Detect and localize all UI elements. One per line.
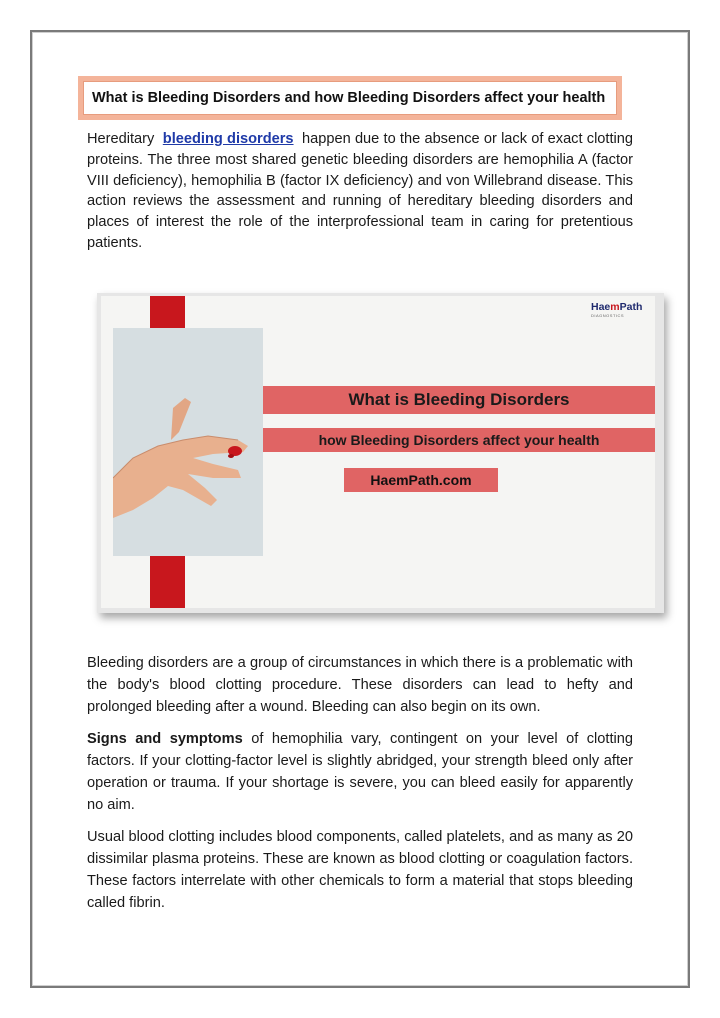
red-bar-top bbox=[150, 296, 185, 328]
symptoms-paragraph bbox=[87, 728, 633, 816]
page-title: What is Bleeding Disorders and how Bleeding Disorders affect your health bbox=[92, 90, 606, 106]
logo-part2: m bbox=[610, 301, 620, 313]
title-inner bbox=[83, 81, 617, 115]
haempath-logo bbox=[591, 301, 651, 321]
intro-rest: happen due to the absence or lack of exact clotting proteins. The three most shared genetic bleeding disorders are hemophilia A (factor VIII deficiency), hemophilia B (factor IX deficiency) and von Willebrand disease. This action reviews the assessment and running of hereditary bleeding disorders and places of interest the role of the interprofessional team in caring for pretentious patients. bbox=[87, 131, 634, 251]
clotting-paragraph: Usual blood clotting includes blood components, called platelets, and as many as 20 dissimilar plasma proteins. These are known as blood clotting or coagulation factors. These factors interrelate with other chemicals to form a material that stops bleeding called fibrin. bbox=[87, 829, 633, 911]
hand-photo bbox=[113, 328, 263, 556]
symptoms-text: of hemophilia vary, contingent on your level of clotting factors. If your clotting-factor level is slightly abridged, your strength bleed only after operation or trauma. If your shortage is severe, you can bleed easily for apparently no aim. bbox=[87, 731, 634, 813]
intro-prefix: Hereditary bbox=[87, 131, 155, 147]
red-bar-bottom bbox=[150, 556, 185, 608]
symptoms-heading: Signs and symptoms bbox=[87, 731, 243, 747]
bleeding-hand-icon bbox=[113, 328, 263, 556]
banner-heading: What is Bleeding Disorders bbox=[348, 390, 570, 409]
banner-subheading: how Bleeding Disorders affect your health bbox=[318, 432, 600, 448]
definition-paragraph: Bleeding disorders are a group of circumstances in which there is a problematic with the body's blood clotting procedure. These disorders can lead to hefty and prolonged bleeding after a wound. Bleeding can also begin on its own. bbox=[87, 655, 633, 715]
title-box bbox=[78, 76, 622, 120]
site-label: HaemPath.com bbox=[344, 468, 498, 492]
bleeding-disorders-link[interactable]: bleeding disorders bbox=[162, 131, 294, 147]
logo-part1: Hae bbox=[591, 301, 611, 313]
logo-part3: Path bbox=[619, 301, 643, 313]
logo-text bbox=[591, 301, 651, 313]
banner-image bbox=[101, 296, 655, 608]
intro-paragraph bbox=[87, 129, 633, 254]
logo-tagline: DIAGNOSTICS bbox=[591, 313, 625, 318]
